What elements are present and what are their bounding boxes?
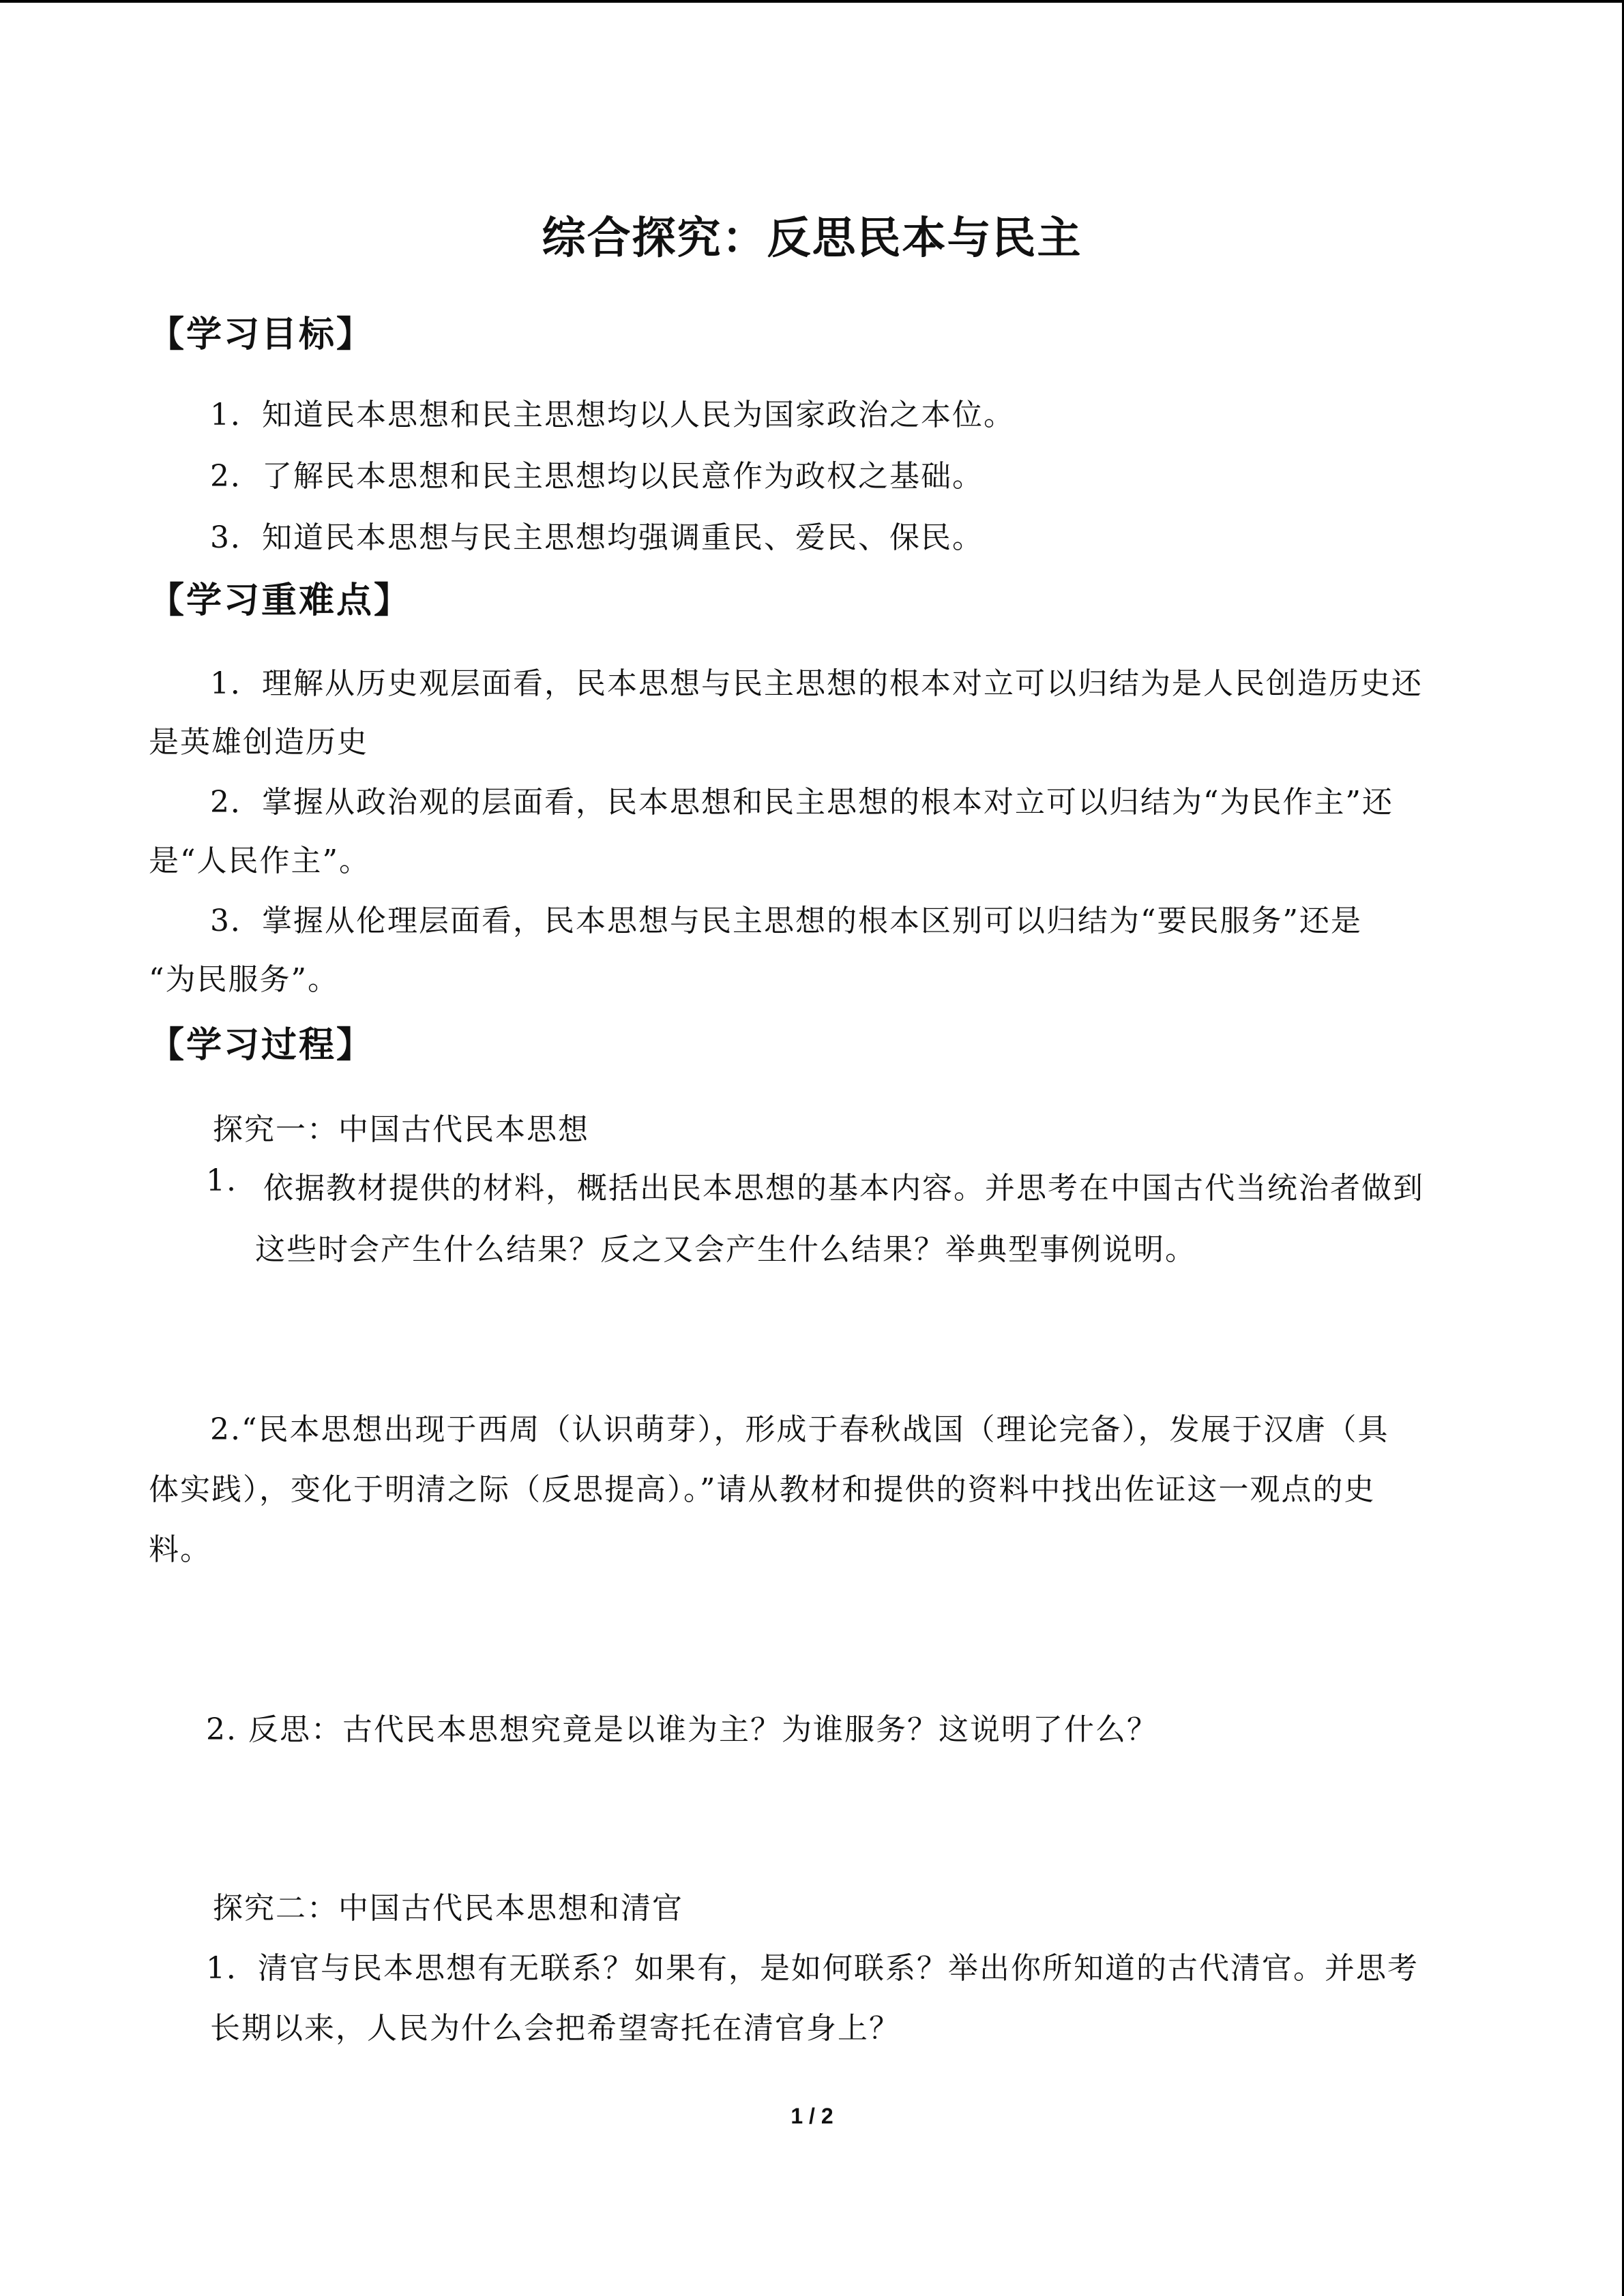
key-points-heading: 【学习重难点】 [149, 580, 412, 621]
question-2-line: 2.“民本思想出现于西周（认识萌芽），形成于春秋战国（理论完备），发展于汉唐（具 [210, 1412, 1389, 1447]
question-3: 2. 反思：古代民本思想究竟是以谁为主？为谁服务？这说明了什么？ [206, 1712, 1158, 1747]
objective-item: 3．知道民本思想与民主思想均强调重民、爱民、保民。 [210, 520, 984, 555]
question-2-line: 料。 [149, 1532, 211, 1567]
key-point-line: 2．掌握从政治观的层面看，民本思想和民主思想的根本对立可以归结为“为民作主”还 [210, 785, 1393, 820]
question-1-line: 依据教材提供的材料，概括出民本思想的基本内容。并思考在中国古代当统治者做到 [263, 1171, 1424, 1206]
inquiry-1-title: 探究一：中国古代民本思想 [213, 1112, 589, 1147]
key-point-line: 3．掌握从伦理层面看，民本思想与民主思想的根本区别可以归结为“要民服务”还是 [210, 904, 1362, 938]
objective-item: 2．了解民本思想和民主思想均以民意作为政权之基础。 [210, 459, 984, 494]
process-heading: 【学习过程】 [149, 1024, 374, 1066]
document-title: 综合探究：反思民本与民主 [542, 213, 1082, 264]
key-point-line: “为民服务”。 [149, 962, 339, 997]
question-1-line: 这些时会产生什么结果？反之又会产生什么结果？举典型事例说明。 [255, 1232, 1196, 1267]
question-1-number: 1. [206, 1163, 237, 1198]
question-4-line: 1．清官与民本思想有无联系？如果有，是如何联系？举出你所知道的古代清官。并思考 [206, 1951, 1419, 1986]
objective-item: 1．知道民本思想和民主思想均以人民为国家政治之本位。 [210, 398, 1015, 432]
key-point-line: 1．理解从历史观层面看，民本思想与民主思想的根本对立可以归结为是人民创造历史还 [210, 666, 1423, 701]
question-4-line: 长期以来，人民为什么会把希望寄托在清官身上？ [210, 2011, 900, 2046]
key-point-line: 是英雄创造历史 [149, 725, 368, 760]
objectives-heading: 【学习目标】 [149, 314, 374, 355]
top-border [0, 0, 1624, 3]
key-point-line: 是“人民作主”。 [149, 844, 370, 878]
question-2-line: 体实践），变化于明清之际（反思提高）。”请从教材和提供的资料中找出佐证这一观点的史 [149, 1472, 1376, 1507]
inquiry-2-title: 探究二：中国古代民本思想和清官 [213, 1891, 683, 1926]
page-number: 1 / 2 [791, 2104, 833, 2128]
